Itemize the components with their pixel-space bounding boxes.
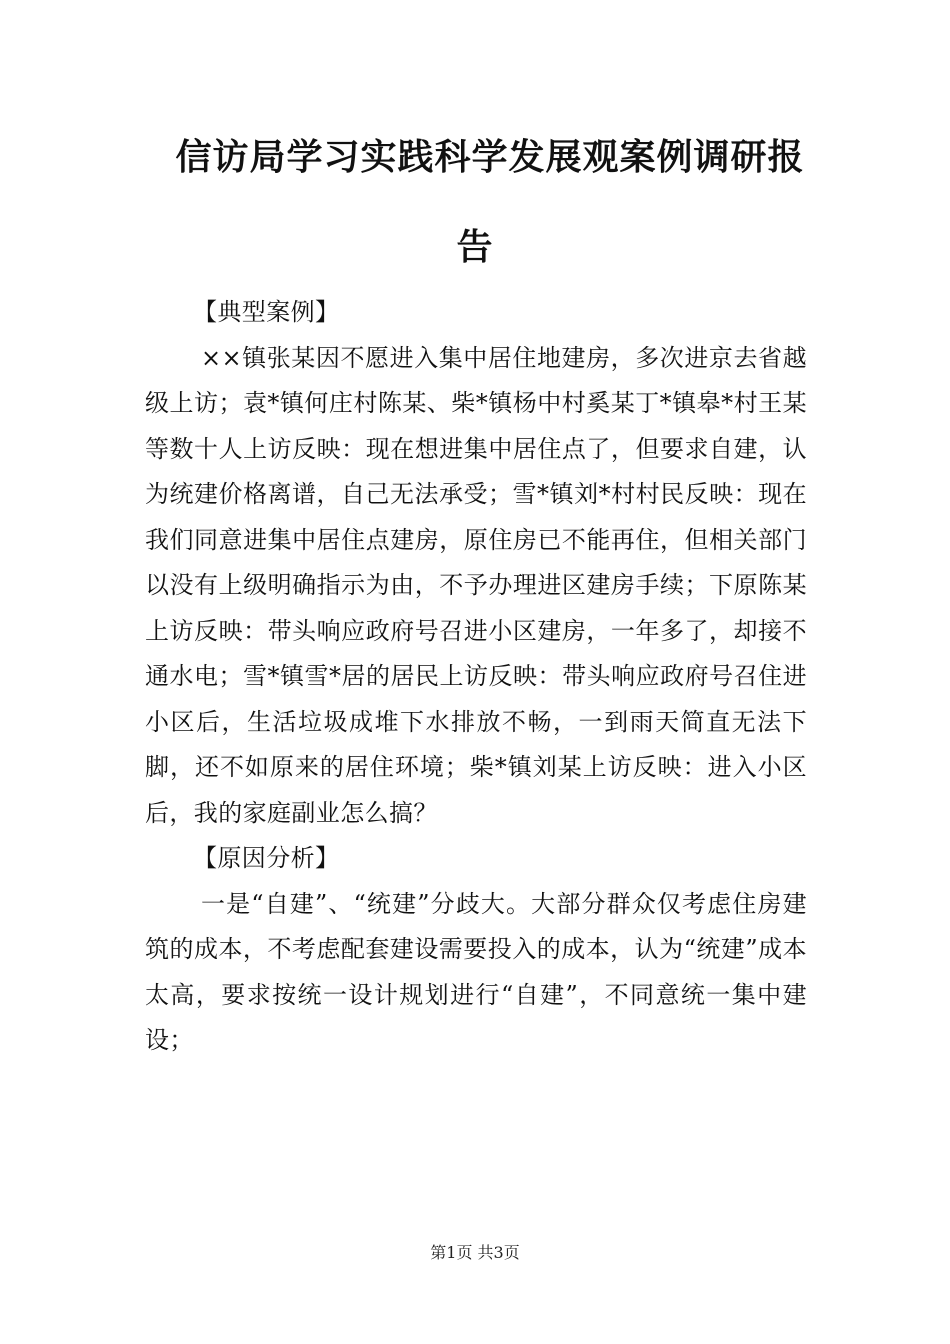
- paragraph-typical-cases: ××镇张某因不愿进入集中居住地建房，多次进京去省越级上访；袁*镇何庄村陈某、柴*镇杨中村奚某丁*镇皋*村王某等数十人上访反映：现在想进集中居住点了，但要求自建，认为统建价格离谱，自己无法承受；雪*镇刘*村村民反映：现在我们同意进集中居住点建房，原住房已不能再住，但相关部门以没有上级明确指示为由，不予办理进区建房手续；下原陈某上访反映：带头响应政府号召进小区建房，一年多了，却接不通水电；雪*镇雪*居的居民上访反映：带头响应政府号召住进小区后，生活垃圾成堆下水排放不畅，一到雨天简直无法下脚，还不如原来的居住环境；柴*镇刘某上访反映：进入小区后，我的家庭副业怎么搞？: [145, 343, 807, 827]
- page-number-footer: 第1页 共3页: [430, 1243, 520, 1262]
- document-body: [145, 290, 807, 1064]
- document-title-continuation: 告: [456, 226, 494, 268]
- paragraph-cause-analysis: 一是“自建”、“统建”分歧大。大部分群众仅考虑住房建筑的成本，不考虑配套建设需要投入的成本，认为“统建”成本太高，要求按统一设计规划进行“自建”，不同意统一集中建设；: [145, 889, 807, 1054]
- document-title: 信访局学习实践科学发展观案例调研报: [175, 136, 805, 178]
- section-heading-typical-cases: 【典型案例】: [193, 298, 340, 326]
- section-heading-cause-analysis: 【原因分析】: [193, 844, 340, 872]
